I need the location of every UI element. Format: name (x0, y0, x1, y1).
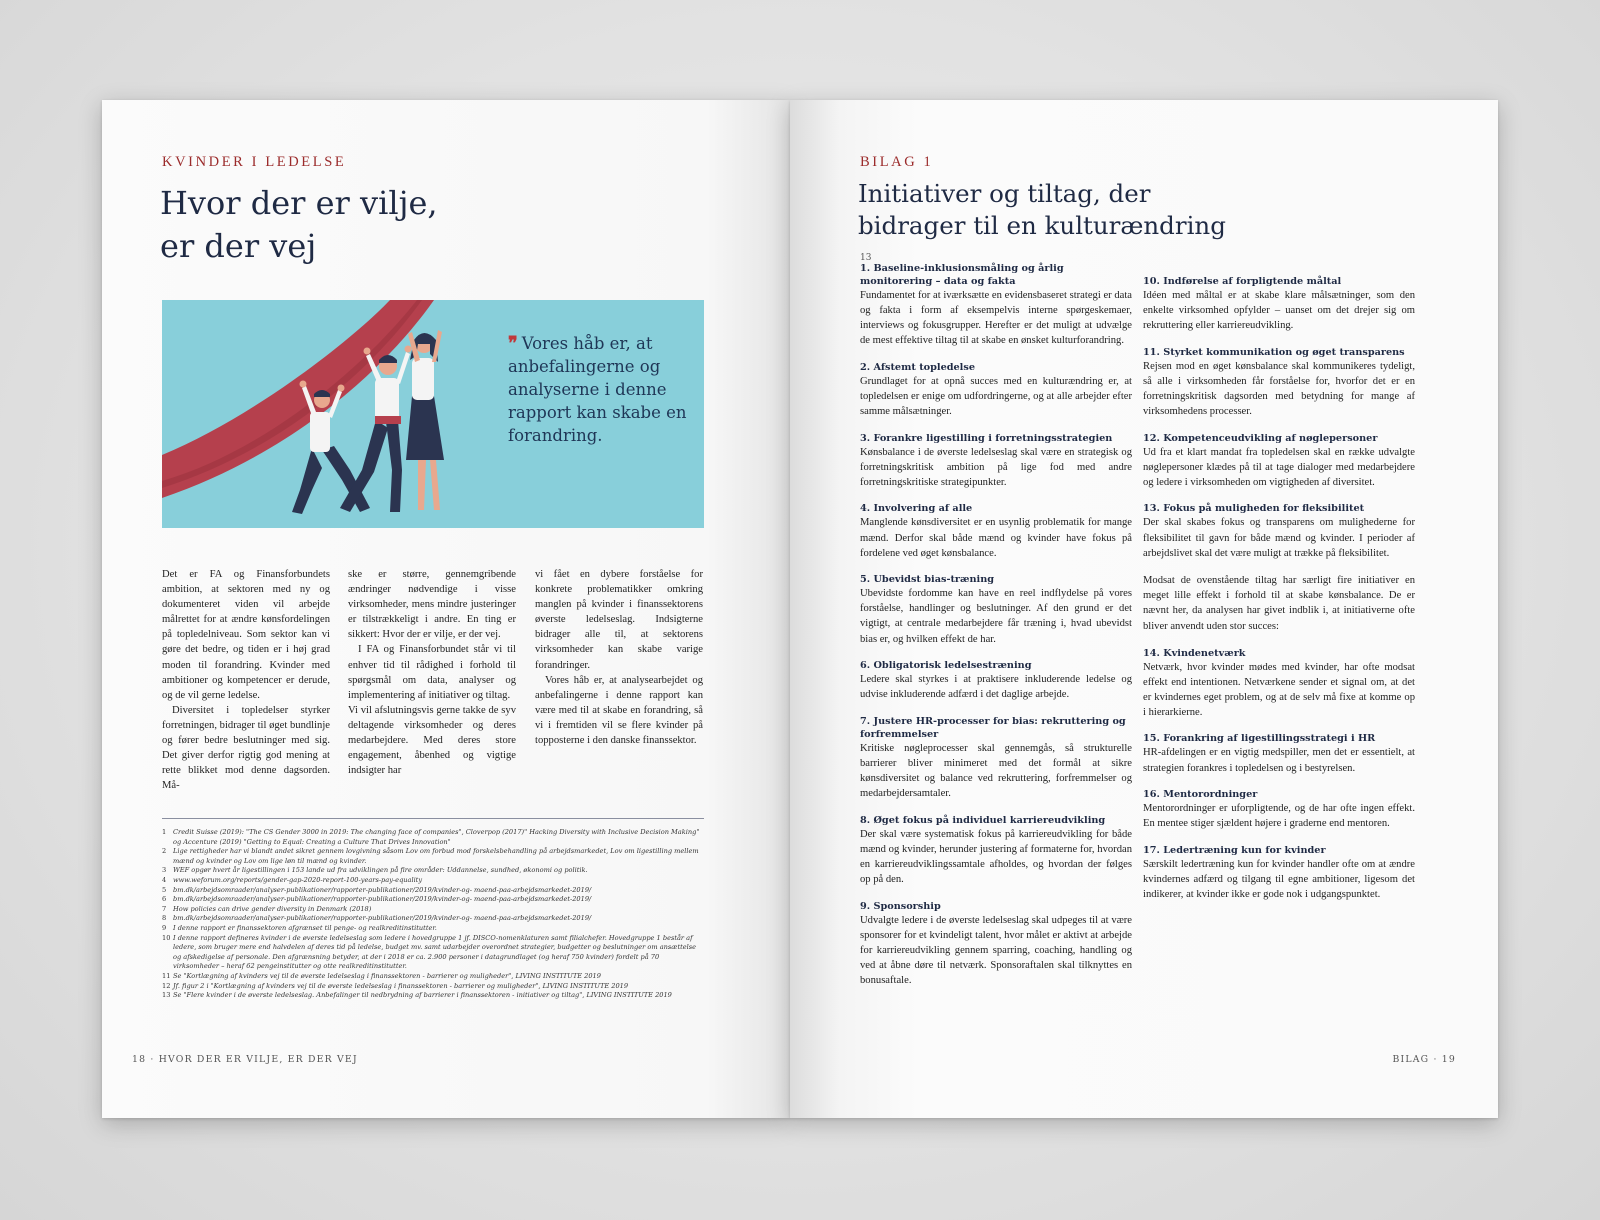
footnote-item (162, 847, 702, 866)
initiative-heading: 17. Ledertræning kun for kvinder (1143, 844, 1326, 856)
footnote-text: I denne rapport er finanssektoren afgrænset til penge- og realkreditinstitutter. (173, 923, 437, 932)
initiative-text: Udvalgte ledere i de øverste ledelseslag skal udpeges til at være sponsorer for et kvindeligt talent, hvor målet er aktivt at arbejde for karriereudvikling gennem sparring, coaching, handling og ved at åbne døre til netværk. Sponsoraftalen skal tilknyttes en bonusaftale. (860, 914, 1132, 986)
section-kicker: KVINDER I LEDELSE (162, 154, 347, 170)
footnote-number: 8 (162, 914, 167, 923)
footnote-text: bm.dk/arbejdsomraader/analyser-publikationer/rapporter-publikationer/2019/kvinder-og- maend-paa-arbejdsmarkedet-2019/ (173, 914, 592, 923)
initiative-heading: 9. Sponsorship (860, 900, 941, 912)
initiative-item (860, 715, 1132, 801)
body-column-1 (162, 567, 330, 793)
pull-quote-text: Vores håb er, at anbefalingerne og analyserne i denne rapport kan skabe en forandring. (508, 334, 687, 445)
paragraph: Vores håb er, at analysearbejdet og anbefalingerne i denne rapport kan være med til at skabe en forandring, så vi i fremtiden vil se flere kvinder på topposterne i den danske finanssektor. (535, 674, 703, 747)
initiative-heading: 1. Baseline-inklusionsmåling og årlig monitorering – data og fakta (860, 263, 1064, 287)
initiative-item (860, 262, 1132, 348)
paragraph: Det er FA og Finansforbundets ambition, at sektoren med ny og dokumenteret viden vil arbejde målrettet for at ændre kønsfordelingen på topledelniveau. Som sektor kan vi gøre det bedre, og tiden er i høj grad moden til forandring. Kvinder med ambitioner og kompetencer er derude, og de vil gerne ledelse. (162, 569, 330, 701)
initiative-item (860, 814, 1132, 887)
initiative-item (860, 502, 1132, 560)
footnote-number: 11 (162, 971, 171, 980)
pull-quote (508, 332, 688, 447)
initiative-heading: 4. Involvering af alle (860, 503, 973, 515)
footnote-text: Credit Suisse (2019): "The CS Gender 3000 in 2019: The changing face of companies", Cloverpop (2017)" Hacking Diversity with Inclusive Decision Making" og Accenture (2019) "Getting to Equal: Creating a Culture That Drives Innovation" (173, 828, 700, 846)
initiative-item (1143, 502, 1415, 560)
page-folio-right: BILAG · 19 (1392, 1054, 1456, 1065)
footnote-text: bm.dk/arbejdsomraader/analyser-publikationer/rapporter-publikationer/2019/kvinder-og- maend-paa-arbejdsmarkedet-2019/ (173, 895, 592, 904)
initiatives-list-b (1143, 647, 1415, 903)
footnote-text: bm.dk/arbejdsomraader/analyser-publikationer/rapporter-publikationer/2019/kvinder-og- maend-paa-arbejdsmarkedet-2019/ (173, 885, 592, 894)
footnote-number: 3 (162, 866, 167, 875)
hero-illustration (162, 300, 704, 528)
initiative-heading: 11. Styrket kommunikation og øget transparens (1143, 346, 1405, 358)
initiative-text: Rejsen mod en øget kønsbalance skal kommunikeres tydeligt, så alle i virksomheden får forståelse for, hvorfor det er en forretningskritisk dagsorden med betydning for mange af virksomhedens processer. (1143, 360, 1415, 418)
initiative-heading: 16. Mentorordninger (1143, 789, 1258, 801)
initiative-text: Manglende kønsdiversitet er en usynlig problematik for mange mænd. Derfor skal både mænd og kvinder have fokus på fordelene ved øget kønsbalance. (860, 517, 1132, 559)
initiative-text: Kritiske nøgleprocesser skal gennemgås, så strukturelle barrierer bliver minimeret med det formål at sikre kønsdiversitet og balance ved rekruttering, forfremmelser og medarbejdersamtaler. (860, 742, 1132, 800)
footnote-item (162, 914, 702, 924)
initiative-text: HR-afdelingen er en vigtig medspiller, men det er essentielt, at strategien forankres i topledelsen og i bestyrelsen. (1143, 747, 1415, 774)
appendix-kicker: BILAG 1 (860, 154, 934, 170)
initiative-heading: 12. Kompetenceudvikling af nøglepersoner (1143, 432, 1378, 444)
paragraph: vi fået en dybere forståelse for konkrete problematikker omkring manglen på kvinder i finanssektorens øverste ledelseslag. Indsigterne bidrager alle til, at sektorens virksomheder kan skabe varige forandringer. (535, 569, 703, 671)
initiative-item (1143, 732, 1415, 775)
footnote-text: I denne rapport defineres kvinder i de øverste ledelseslag som ledere i hovedgruppe 1 jf. DISCO-nomenklaturen samt filialchefer. Hovedgruppe 1 består af ledere, som bruger mere end halvdelen af deres tid på ledelse, budget mv. samt udarbejder overordnet strategier, budgetter og beslutninger om ansættelse og afskedigelse af personale. Den afgrænsning betyder, at der i 2018 er ca. 2.900 personer i datagrundlaget (og heraf 750 kvinder) fordelt på 70 virksomheder – heraf 62 pengeinstitutter og otte realkreditinstitutter. (173, 933, 697, 971)
initiative-heading: 6. Obligatorisk ledelsestræning (860, 660, 1032, 672)
initiative-item (1143, 275, 1415, 333)
footnotes-list (162, 828, 702, 1001)
footnote-text: Jf. figur 2 i "Kortlægning af kvinders vej til de øverste ledelseslag i finanssektoren - barrierer og muligheder", LIVING INSTITUTE 2019 (173, 981, 629, 990)
footnote-text: Lige rettigheder har vi blandt andet sikret gennem lovgivning såsom Lov om forbud mod forskelsbehandling på arbejdsmarkedet, Lov om ligestilling mellem mænd og kvinder og Lov om lige løn til mænd og kvinder. (173, 847, 699, 865)
initiative-heading: 10. Indførelse af forpligtende måltal (1143, 276, 1342, 287)
initiative-heading: 13. Fokus på muligheden for fleksibilitet (1143, 503, 1365, 515)
initiative-item (860, 659, 1132, 702)
footnote-number: 2 (162, 847, 167, 856)
footnote-number: 10 (162, 933, 171, 942)
footnote-number: 12 (162, 981, 171, 990)
footnote-text: How policies can drive gender diversity in Denmark (2018) (173, 904, 372, 913)
footnote-text: Se "Kortlægning af kvinders vej til de øverste ledelseslag i finanssektoren - barrierer og muligheder", LIVING INSTITUTE 2019 (173, 971, 601, 980)
initiative-item (1143, 346, 1415, 419)
page-title-line: er der vej (160, 227, 317, 265)
initiative-text: Kønsbalance i de øverste ledelseslag skal være en strategisk og forretningskritisk ambition på lige fod med andre forretningskritiske strategipunkter. (860, 446, 1132, 488)
footnote-item (162, 982, 702, 992)
initiative-heading: 3. Forankre ligestilling i forretningsstrategien (860, 432, 1113, 444)
right-page (790, 100, 1498, 1118)
initiative-item (860, 361, 1132, 419)
footnote-number: 1 (162, 828, 167, 836)
footnote-text: www.weforum.org/reports/gender-gap-2020-report-100-years-pay-equality (173, 875, 423, 884)
initiative-text: Ubevidste fordomme kan have en reel indflydelse på vores forståelse, handlinger og beslutninger. Af den grund er det vigtigt, at centrale medarbejdere får træning i, hvad ubevidst bias er, og hvilken effekt de har. (860, 588, 1132, 645)
initiative-item (860, 900, 1132, 988)
initiative-text: Der skal skabes fokus og transparens om mulighederne for fleksibilitet til gavn for både mænd og kvinder. I perioder af arbejdslivet skal det være muligt at trække på fleksibilitet. (1143, 517, 1415, 559)
appendix-title-line: Initiativer og tiltag, der (858, 179, 1151, 208)
footnote-item (162, 886, 702, 896)
footnote-divider (162, 818, 704, 819)
initiative-item (1143, 432, 1415, 490)
initiative-item (1143, 844, 1415, 902)
footnote-number: 4 (162, 875, 167, 884)
initiative-heading: 8. Øget fokus på individuel karriereudvikling (860, 814, 1106, 826)
quote-mark-icon: ❞ (508, 333, 518, 354)
appendix-title-text: bidrager til en kulturændring (858, 211, 1226, 240)
footnote-text: Se "Flere kvinder i de øverste ledelseslag. Anbefalinger til nedbrydning af barrierer i finanssektoren - initiativer og tiltag", LIVING INSTITUTE 2019 (173, 991, 672, 1000)
initiative-item (1143, 647, 1415, 720)
footnote-number: 6 (162, 895, 167, 904)
page-title (160, 182, 438, 268)
page-folio-left: 18 · HVOR DER ER VILJE, ER DER VEJ (132, 1054, 358, 1065)
initiative-text: Særskilt ledertræning kun for kvinder handler ofte om at ændre kvindernes adfærd og tilgang til egne ambitioner, ligesom det indikerer, at kvinder ikke er gode nok i udgangspunktet. (1143, 858, 1415, 901)
initiative-text: Mentorordninger er uforpligtende, og de har ofte ingen effekt. En mentee stiger sjældent højere i graderne end mentoren. (1143, 803, 1415, 830)
initiatives-list-a (1143, 275, 1415, 561)
footnote-item (162, 866, 702, 876)
footnote-number: 7 (162, 904, 167, 913)
initiative-heading: 2. Afstemt topledelse (860, 361, 975, 373)
body-column-2 (348, 567, 516, 778)
paragraph: I FA og Finansforbundet står vi til enhver tid til rådighed i forhold til spørgsmål om data, analyser og implementering af initiativer og tiltag. (348, 644, 516, 701)
footnote-number: 5 (162, 885, 167, 894)
initiative-text: Idéen med måltal er at skabe klare målsætninger, som den enkelte virksomhed opfylder – uanset om det drejer sig om rekruttering eller karriereudvikling. (1143, 290, 1415, 332)
initiative-text: Der skal være systematisk fokus på karriereudvikling for både mænd og kvinder, herunder justering af formaterne for, hvordan en karriereudviklingssamtale afholdes, og hvordan der følges op på den. (860, 828, 1132, 885)
footnote-text: WEF opgør hvert år ligestillingen i 153 lande ud fra udviklingen på fire områder: Uddannelse, sundhed, økonomi og politik. (173, 866, 588, 875)
initiative-heading: 14. Kvindenetværk (1143, 647, 1246, 659)
footnote-item (162, 905, 702, 915)
footnote-number: 9 (162, 923, 167, 932)
footnote-item (162, 895, 702, 905)
page-title-line: Hvor der er vilje, (160, 184, 438, 222)
footnote-item (162, 972, 702, 982)
initiative-item (860, 573, 1132, 646)
initiative-item (1143, 788, 1415, 831)
footnote-item (162, 991, 702, 1001)
low-effect-note: Modsat de ovenstående tiltag har særligt fire initiativer en meget lille effekt i forhold til at skabe kønsbalance. De er nævnt her, da analysen har givet indblik i, at initiativerne ofte bliver anvendt uden stor succes: (1143, 575, 1415, 632)
paragraph: ske er større, gennemgribende ændringer nødvendige i visse virksomheder, mens mindre justeringer er tilstrækkeligt i andre. En ting er sikkert: Hvor der er vilje, er der vej. (348, 569, 516, 641)
paragraph: Vi vil afslutningsvis gerne takke de syv deltagende virksomheder og deres medarbejdere. Med deres store engagement, åbenhed og vigtige indsigter har (348, 704, 516, 777)
initiative-heading: 7. Justere HR-processer for bias: rekruttering og forfremmelser (860, 715, 1126, 740)
initiatives-column-1 (860, 262, 1132, 1001)
initiatives-column-2 (1143, 275, 1415, 915)
initiative-heading: 15. Forankring af ligestillingsstrategi i HR (1143, 733, 1376, 745)
footnote-item (162, 876, 702, 886)
initiative-text: Grundlaget for at opnå succes med en kulturændring er, at topledelsen er enige om udfordringerne, og at alle arbejder efter samme målsætninger. (860, 375, 1132, 418)
footnote-ref: 13 (860, 253, 872, 263)
footnote-number: 13 (162, 991, 171, 1000)
initiative-item (860, 432, 1132, 490)
initiative-text: Fundamentet for at iværksætte en evidensbaseret strategi er data og fakta i form af eksempelvis interne spørgeskemaer, interviews og fokusgrupper. Herefter er det muligt at udvælge de mest effektive tiltag til at skabe en ønsket kulturforandring. (860, 290, 1132, 347)
initiative-text: Netværk, hvor kvinder mødes med kvinder, har ofte modsat effekt end intentionen. Netværkene sender et signal om, at det er kvindernes eget problem, og at de selv må fixe at komme op i hierarkierne. (1143, 661, 1415, 718)
body-column-3 (535, 567, 703, 748)
left-page (102, 100, 790, 1118)
initiative-text: Ledere skal styrkes i at praktisere inkluderende ledelse og udvise inkluderende adfærd i det daglige arbejde. (860, 674, 1132, 701)
initiative-heading: 5. Ubevidst bias-træning (860, 574, 995, 586)
paragraph: Diversitet i topledelser styrker forretningen, bidrager til øget bundlinje og fører bedre beslutninger med sig. Det giver derfor rigtig god mening at rette blikket mod denne dagsorden. Må- (162, 704, 330, 792)
footnote-item (162, 934, 702, 972)
initiative-text: Ud fra et klart mandat fra topledelsen skal en række udvalgte nøglepersoner klædes på til at tage dialoger med medarbejdere og ledere i virksomheden om vigtigheden af diversitet. (1143, 446, 1415, 488)
footnote-item (162, 924, 702, 934)
footnote-item (162, 828, 702, 847)
